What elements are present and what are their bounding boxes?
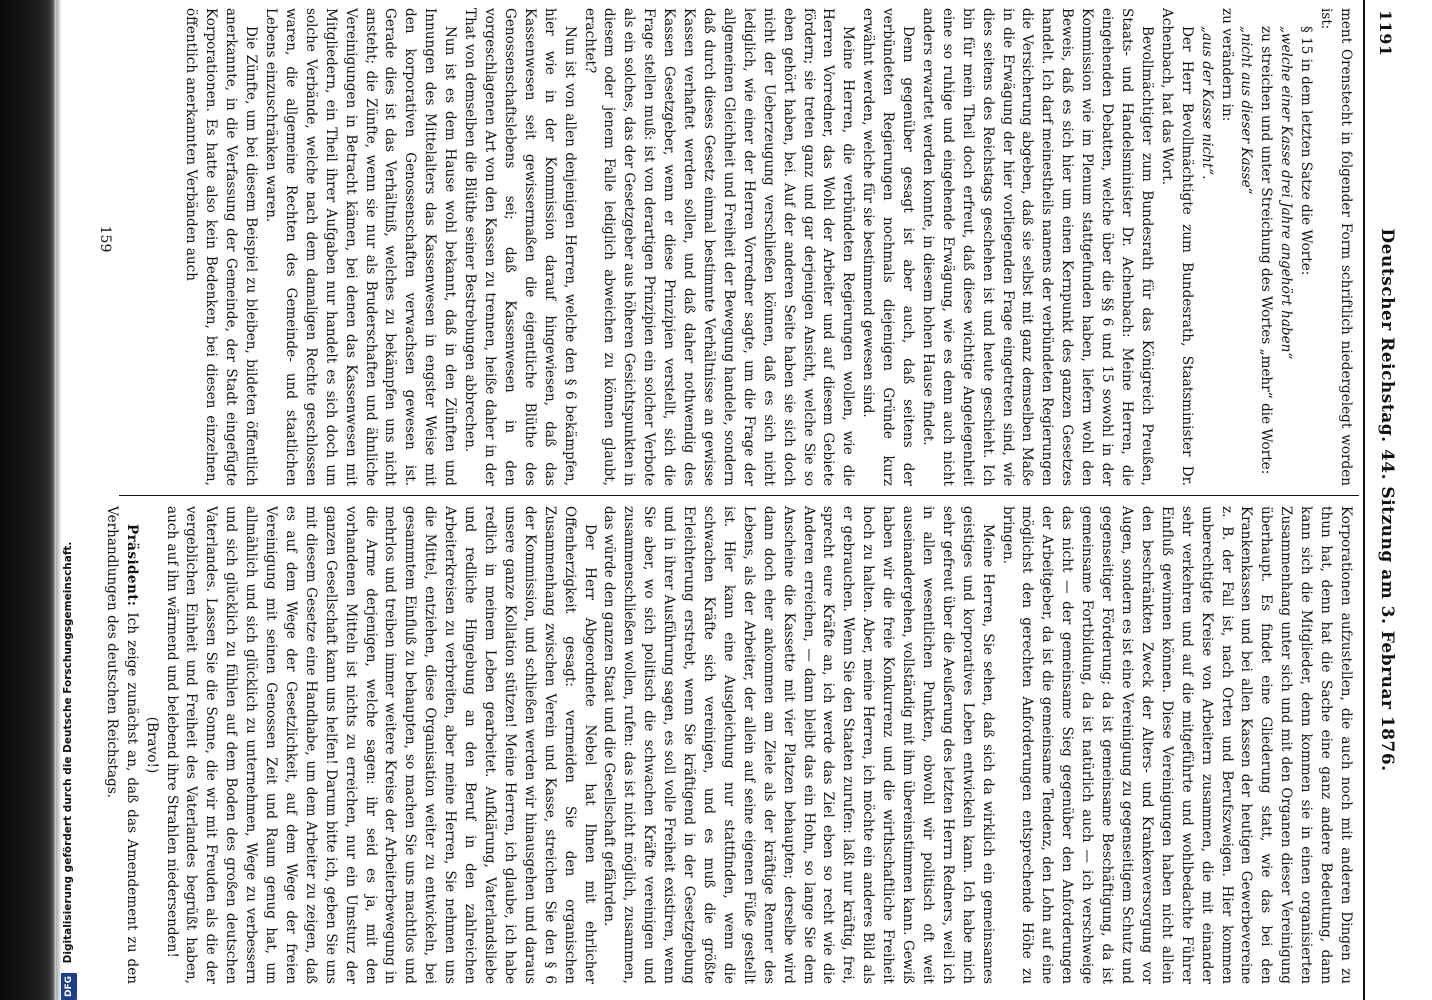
paragraph: Nun ist es dem Hause wohl bekannt, daß in den Zünften und Innungen des Mittelalters das Kassenwesen in engster Weise mit den korporativen Genossenschaften verwachsen gewesen ist. Gerade dies ist das Verhältniß, welches zu bekämpfen uns nicht ansteht; die Zünfte, wenn sie nur als Bruderschaften und ähnliche Vereinigungen in Betracht kämen, bei denen das Kassenwesen mit Mitgliedern, ein Theil ihrer Aufgaben nur handelt es sich doch um solche Verbände, welche nach dem damaligen Rechte geschlossen waren, die allgemeine Rechten des Gemeinde- und staatlichen Lebens einzuschränken waren. — [263, 8, 459, 486]
paragraph: Korporationen aufzustellen, die auch noch mit anderen Dingen zu thun hat, denn hat die Sache eine ganz andere Bedeutung, dann kann sich die Mitglieder, denn kommen sie in einen organisierten Zusammenhang unter sich und mit den Organen dieser Vereinigung überhaupt. Es findet eine Gliederung statt, wie das bei den Krankenkassen und bei allen Kassen der heutigen Gewerbevereine z. B. der Fall ist, nach Orten und Berufszweigen. Hier kommen unberechtigte Kreise von Arbeitern zusammen, die mit einander sehr verkehren und auf die mitgeführte und wohlbedachte Führer Einfluß gewinnen können. Diese Vereinigungen haben nicht allein den beschränkten Zweck der Alters- und Krankenversorgung vor Augen, sondern es ist eine Vereinigung zu gegenseitigem Schutz und gegenseitiger Förderung; da ist gemeinsame Beschäftigung, da ist gemeinsame Fortbildung, da ist natürlich auch — ich verschweige das nicht — der gemeinsame Sieg gegenüber den Anforderungen der Arbeitgeber, da ist die gemeinsame Tendenz, den Lohn auf eine möglichst den gerechten Anforderungen entsprechende Höhe zu bringen. — [999, 506, 1354, 984]
paragraph: Der Herr Bevollmächtigte zum Bundesrath, Staatsminister Dr. Achenbach, hat das Wort. — [1158, 8, 1195, 486]
paragraph: „aus der Kasse nicht“. — [1198, 26, 1215, 180]
paragraph: Denn gegenüber gesagt ist aber auch, daß seitens der verbündeten Regierungen nochmals diejenigen Gründe kurz erwähnt werden, welche für sie bestimmend gewesen sind. — [860, 8, 917, 486]
speech-text: Ich zeige zunächst an, daß das Amendement zu den Verhandlungen des deutschen Reichstags. — [103, 506, 140, 984]
text-column-right — [103, 506, 1355, 984]
dfg-logo-icon: DFG — [61, 973, 77, 1000]
page-header-title: Deutscher Reichstag. 44. Sitzung am 3. Februar 1876. — [1377, 228, 1397, 772]
column-divider — [119, 495, 1359, 496]
speaker-name: Präsident: — [123, 524, 140, 607]
scanned-page — [60, 0, 1432, 1000]
paragraph: Meine Herren, Sie sehen, daß sich da wirklich ein gemeinsames geistiges und korporatives Leben entwickeln kann. Ich habe mich sehr gefreut über die Aeußerung des letzten Herrn Redners, weil ich in allen wesentlichen Punkten, obwohl wir politisch oft weit auseinandergehen, vollständig mit ihm übereinstimmen kann. Gewiß haben wir die freie Konkurrenz und die wirthschaftliche Freiheit hoch zu halten. Aber, meine Herren, ich möchte ein anderes Bild als er gebrauchen. Wenn Sie den Staaten zurufen: laßt nur kräftig, frei, sprecht eure Kräfte an, ich werde das Ziel eben so recht wie die Anderen erreichen, — dann bleibt das ein Hohn, so lange Sie dem Anscheine die Kassette mit vier Platzen behaupten; derselbe wird dann doch eher ankommen am Ziele als der kräftige Renner des Lebens, als der Arbeiter, der allein auf seine eigenen Füße gestellt ist. Hier kann eine Ausgleichung nur stattfinden, wenn die schwachen Kräfte sich vereinigen, und es muß die größte Erleichterung erstrebt, wenn Sie kräftigend in der Gesetzgebung und in ihrer Ausführung sagen, es soll volle Freiheit existiren, wenn Sie aber, wo sich politisch die schwachen Kräfte vereinigen und zusammenschließen wollen, rufen: das ist nicht möglich, zusammen, das würde den ganzen Staat und die Gesellschaft gefährden. — [601, 506, 996, 984]
paragraph: ment Orenstecht in folgender Form schriftlich niedergelegt worden ist: — [1318, 8, 1354, 486]
paragraph — [101, 506, 141, 984]
page-number: 159 — [97, 225, 113, 253]
paragraph: § 15 in dem letzten Satze die Worte: — [1298, 26, 1315, 276]
paragraph: Nun ist von allen denjenigen Herren, welche den § 6 bekämpfen, hier wie in der Kommission darauf hingewiesen, daß das Kassenwesen seit gewissermaßen die eigentliche Blüthe des Genossenschaftslebens sei; daß Kassenwesen in den vorgeschlagenen Art von den Kassen zu trennen, heiße daher in der That von demselben die Blüthe seiner Bestrebungen abbrechen. — [462, 8, 578, 486]
rotated-page-content — [85, 0, 1395, 1000]
paragraph: „welche einer Kasse drei Jahre angehört haben“ — [1278, 26, 1295, 360]
paragraph: Die Zünfte, um bei diesem Beispiel zu bleiben, bildeten öffentlich anerkannte, in die Verfassung der Gemeinde, der Stadt eingefügte Korporationen. Es hatte also kein Bedenken, bei diesen einzelnen, öffentlich anerkannten Verbänden auch — [183, 8, 260, 486]
paragraph: (Bravo!) — [143, 716, 160, 774]
paragraph: zu verändern in: — [1218, 8, 1235, 122]
text-column-left — [115, 8, 1355, 486]
header-rule — [1363, 0, 1365, 1000]
footer-credit-text: Digitalisierung gefördert durch die Deutsche Forschungsgemeinschaft. — [62, 541, 74, 964]
scan-dark-edge — [0, 0, 56, 1000]
paragraph: „nicht aus dieser Kasse“ — [1238, 26, 1255, 195]
page-header-number: 1191 — [1376, 10, 1395, 57]
running-head — [1369, 0, 1399, 1000]
paragraph: Meine Herren, die verbündeten Regierungen wollen, wie die Herren Vorredner, das Wohl der Arbeiter und auf diesem Gebiete fördern; sie treten ganz und gar derjenigen Ansicht, welche Sie so eben gehört haben, bei. Auf der anderen Seite haben sie sich doch nicht der Ueberzeugung verschließen können, daß es sich nicht lediglich, wie einer der Herren Vorredner sagte, um die Frage der allgemeinen Gleichheit und Freiheit der Bewegung handele, sondern daß durch dieses Gesetz einmal bestimmte Verhältnisse an gewisse Kassen verhaftet werden sollen, und daß daher nothwendig des Kassen Gesetzgeber, wenn er diese Prinzipien verstellt, sich die Frage stellen muß: ist von derartigen Prinzipien ein solcher Verbote als ein solches, das der Gesetzgeber aus höheren Gesichtspunkten in diesem oder jenem Falle lediglich abweichen zu können glaubt, erachtet? — [581, 8, 857, 486]
paragraph: Der Herr Abgeordnete Nebel hat Ihnen mit ehrlicher Offenherzigkeit gesagt: vermeiden Sie den organischen Zusammenhang zwischen Verein und Kasse, streichen Sie den § 6 der Kommission, und schließen werden wir hinausgehen und daraus unsere ganze Kollation stützen! Meine Herren, ich glaube, ich habe redlich in meinem Leben gearbeitet. Aufklärung, Vaterlandsliebe und redliche Hingebung an den Beruf in den zahlreichen Arbeiterkreisen zu verbreiten, aber meine Herren, Sie nehmen uns die Mittel, entziehen, diese Organisation weiter zu entwickeln, bei gesammtem Einfluß zu behaupten, so machen Sie uns machtlos und mehrlos und treiben immer weitere Kreise der Arbeiterbewegung in die Arme derjenigen, welche sagen: ihr seid es ja, mit den vorhandenen Mitteln ist nichts zu erreichen, nur ein Umsturz der ganzen Gesellschaft kann uns helfen! Darum bitte ich, geben Sie uns mit diesem Gesetze eine Handhabe, um dem Arbeiter zu zeigen, daß es auf dem Wege der Gesetzlichkeit, auf dem Wege der freien Vereinigung mit seinen Genossen Zeit und Raum genug hat, um allmählich und sich glücklich zu unternehmen, Wege zu verbessern und sich glücklich zu fühlen auf dem Boden des großen deutschen Vaterlandes. Lassen Sie die Sonne, die wir mit Freuden als die der vergeblichen Einheit und Freiheit des Vaterlandes begrüßt haben, auch auf ihn wärmend und belebend ihre Strahlen niedersenden! — [163, 506, 598, 984]
paragraph: zu streichen und unter Streichung des Wortes „mehr“ die Worte: — [1258, 26, 1275, 475]
paragraph: Bevollmächtigter zum Bundesrath für das Königreich Preußen, Staats- und Handelsminister Dr. Achenbach: Meine Herren, die eingehenden Debatten, welche über die §§ 6 und 15 sowohl in der Kommission wie im Plenum stattgefunden haben, liefern wohl den Beweis, daß es sich hier um einen Kernpunkt des ganzen Gesetzes handelt. Ich darf meinestheils namens der verbündeten Regierungen die Versicherung abgeben, daß sie selbst mit ganz demselben Maße in die Erwägung der hier vorliegenden Frage eingetreten sind, wie dies seitens des Reichstags geschehen ist und heute geschieht. Ich bin für mein Theil doch erfreut, daß diese wichtige Angelegenheit eine so ruhige und eingehende Erwägung, wie es denn auch nicht anders erwartet werden konnte, in diesem hohen Hause findet. — [919, 8, 1155, 486]
